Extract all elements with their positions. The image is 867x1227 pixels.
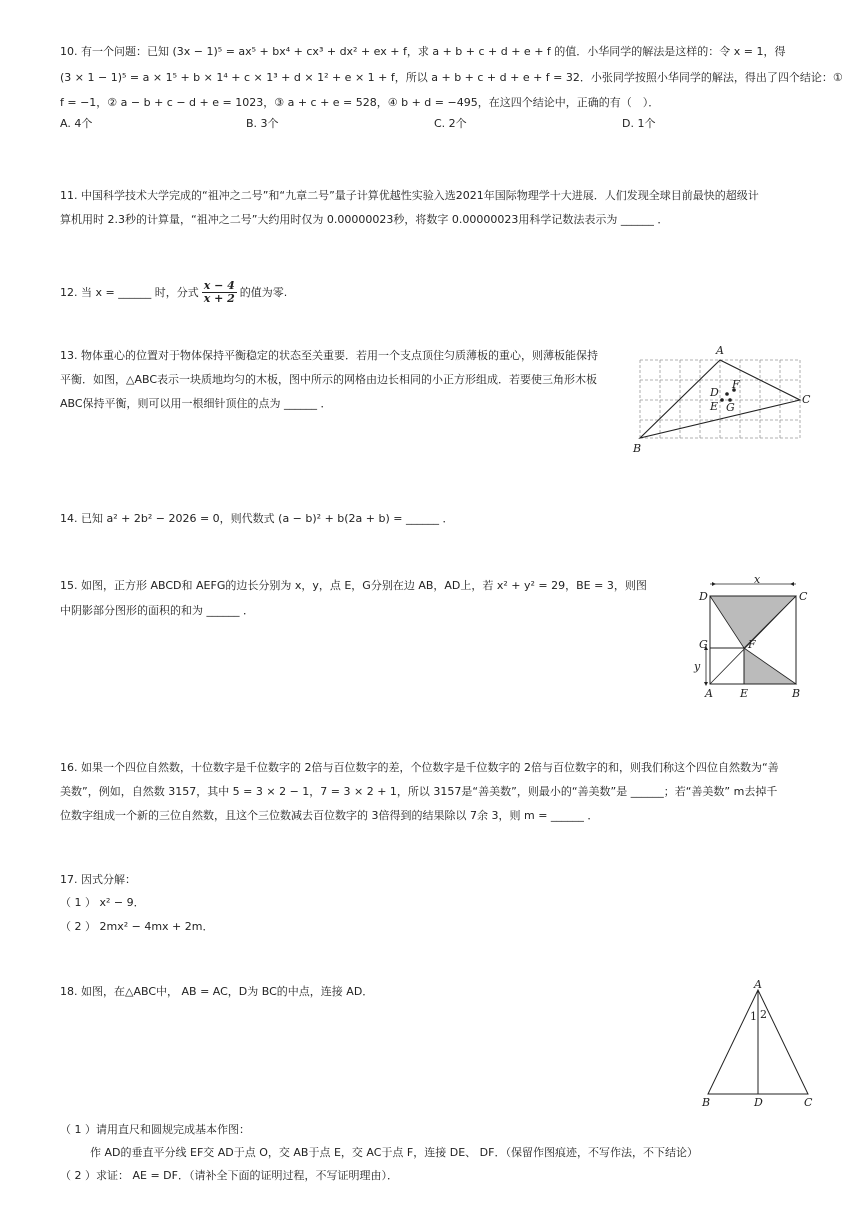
q12-denominator: x + 2 [203,292,235,305]
label-c: C [799,590,808,603]
label-b: B [633,442,642,455]
label-two: 2 [760,1008,767,1021]
label-b: B [792,687,801,700]
q18-part1-instructions: 作 AD的垂直平分线 EF交 AD于点 O，交 AB于点 E，交 AC于点 F，连接 DE、 DF．（保留作图痕迹，不写作法，不下结论） [90,1146,698,1159]
label-g: G [699,638,708,651]
q18-part1: （ 1 ）请用直尺和圆规完成基本作图： [60,1123,250,1136]
q14-line: 14. 已知 a² + 2b² − 2026 = 0，则代数式 (a − b)² + b(2a + b) = ______ ． [60,512,454,525]
q10-option-d[interactable]: D. 1个 [622,117,656,130]
q12-numerator: x − 4 [203,279,235,292]
q17-part1: （ 1 ） x² − 9． [60,896,145,909]
label-a: A [705,687,713,700]
q12-suffix: 的值为零. [239,285,288,299]
q15-figure [694,573,814,701]
label-d: D [754,1096,763,1109]
q10-line2: (3 × 1 − 1)⁵ = a × 1⁵ + b × 1⁴ + c × 1³ + d × 1² + e × 1 + f，所以 a + b + c + d + e + f = 32．小张同学按照小华同学的解法，得出了四个结论：① [60,71,843,84]
q17-title: 17. 因式分解： [60,873,136,886]
q10-option-a[interactable]: A. 4个 [60,117,93,130]
q13-line3: ABC保持平衡，则可以用一根细针顶住的点为 ______ ． [60,397,332,410]
q10-option-c[interactable]: C. 2个 [434,117,467,130]
label-f: F [732,378,740,391]
q15-line2: 中阴影部分图形的面积的和为 ______ ． [60,604,254,617]
label-y: y [694,660,701,673]
q17-part2: （ 2 ） 2mx² − 4mx + 2m． [60,920,214,933]
q10-line1: 10. 有一个问题：已知 (3x − 1)⁵ = ax⁵ + bx⁴ + cx³ + dx² + ex + f，求 a + b + c + d + e + f 的值．小华同学的解法是这样的：令 x = 1，得 [60,45,786,58]
label-x: x [754,573,761,586]
label-d: D [699,590,708,603]
q12-fraction [202,280,237,305]
q11-line1: 11. 中国科学技术大学完成的“祖冲之二号”和“九章二号”量子计算优越性实验入选2021年国际物理学十大进展．人们发现全球目前最快的超级计 [60,189,759,202]
label-c: C [804,1096,813,1109]
label-e: E [710,400,719,413]
label-b: B [702,1096,711,1109]
label-a: A [754,978,762,991]
q11-line2: 算机用时 2.3秒的计算量，“祖冲之二号”大约用时仅为 0.00000023秒，将数字 0.00000023用科学记数法表示为 ______ ． [60,213,669,226]
q10-option-b[interactable]: B. 3个 [246,117,279,130]
q18-part2: （ 2 ）求证： AE = DF．（请补全下面的证明过程，不写证明理由）． [60,1169,398,1182]
label-d: D [710,386,719,399]
label-f: F [748,638,756,651]
q18-title: 18. 如图，在△ABC中， AB = AC，D为 BC的中点，连接 AD． [60,985,374,998]
label-one: 1 [750,1010,757,1023]
q12-line [60,280,287,305]
q16-line1: 16. 如果一个四位自然数，十位数字是千位数字的 2倍与百位数字的差，个位数字是千位数字的 2倍与百位数字的和，则我们称这个四位自然数为“善 [60,761,779,774]
label-c: C [802,393,811,406]
shaded-lower [744,648,796,684]
q18-figure [700,980,815,1110]
point-d [725,392,729,396]
q12-prefix: 12. 当 x = ______ 时，分式 [60,285,199,299]
q10-line3: f = −1，② a − b + c − d + e = 1023，③ a + c + e = 528，④ b + d = −495，在这四个结论中，正确的有（ ）． [60,96,660,109]
point-e [720,398,724,402]
label-e: E [740,687,749,700]
q15-line1: 15. 如图，正方形 ABCD和 AEFG的边长分别为 x，y，点 E，G分别在边 AB，AD上，若 x² + y² = 29，BE = 3，则图 [60,579,647,592]
q13-figure [630,342,820,457]
q16-line3: 位数字组成一个新的三位自然数，且这个三位数减去百位数字的 3倍得到的结果除以 7余 3，则 m = ______ ． [60,809,599,822]
q13-line2: 平衡．如图，△ABC表示一块质地均匀的木板，图中所示的网格由边长相同的小正方形组成．若要使三角形木板 [60,373,598,386]
q16-line2: 美数”，例如，自然数 3157，其中 5 = 3 × 2 − 1，7 = 3 × 2 + 1，所以 3157是“善美数”，则最小的“善美数”是 ______；若“善美数” m去掉千 [60,785,778,798]
label-g: G [726,401,735,414]
label-a: A [716,344,724,357]
q13-line1: 13. 物体重心的位置对于物体保持平衡稳定的状态至关重要．若用一个支点顶住匀质薄板的重心，则薄板能保持 [60,349,598,362]
